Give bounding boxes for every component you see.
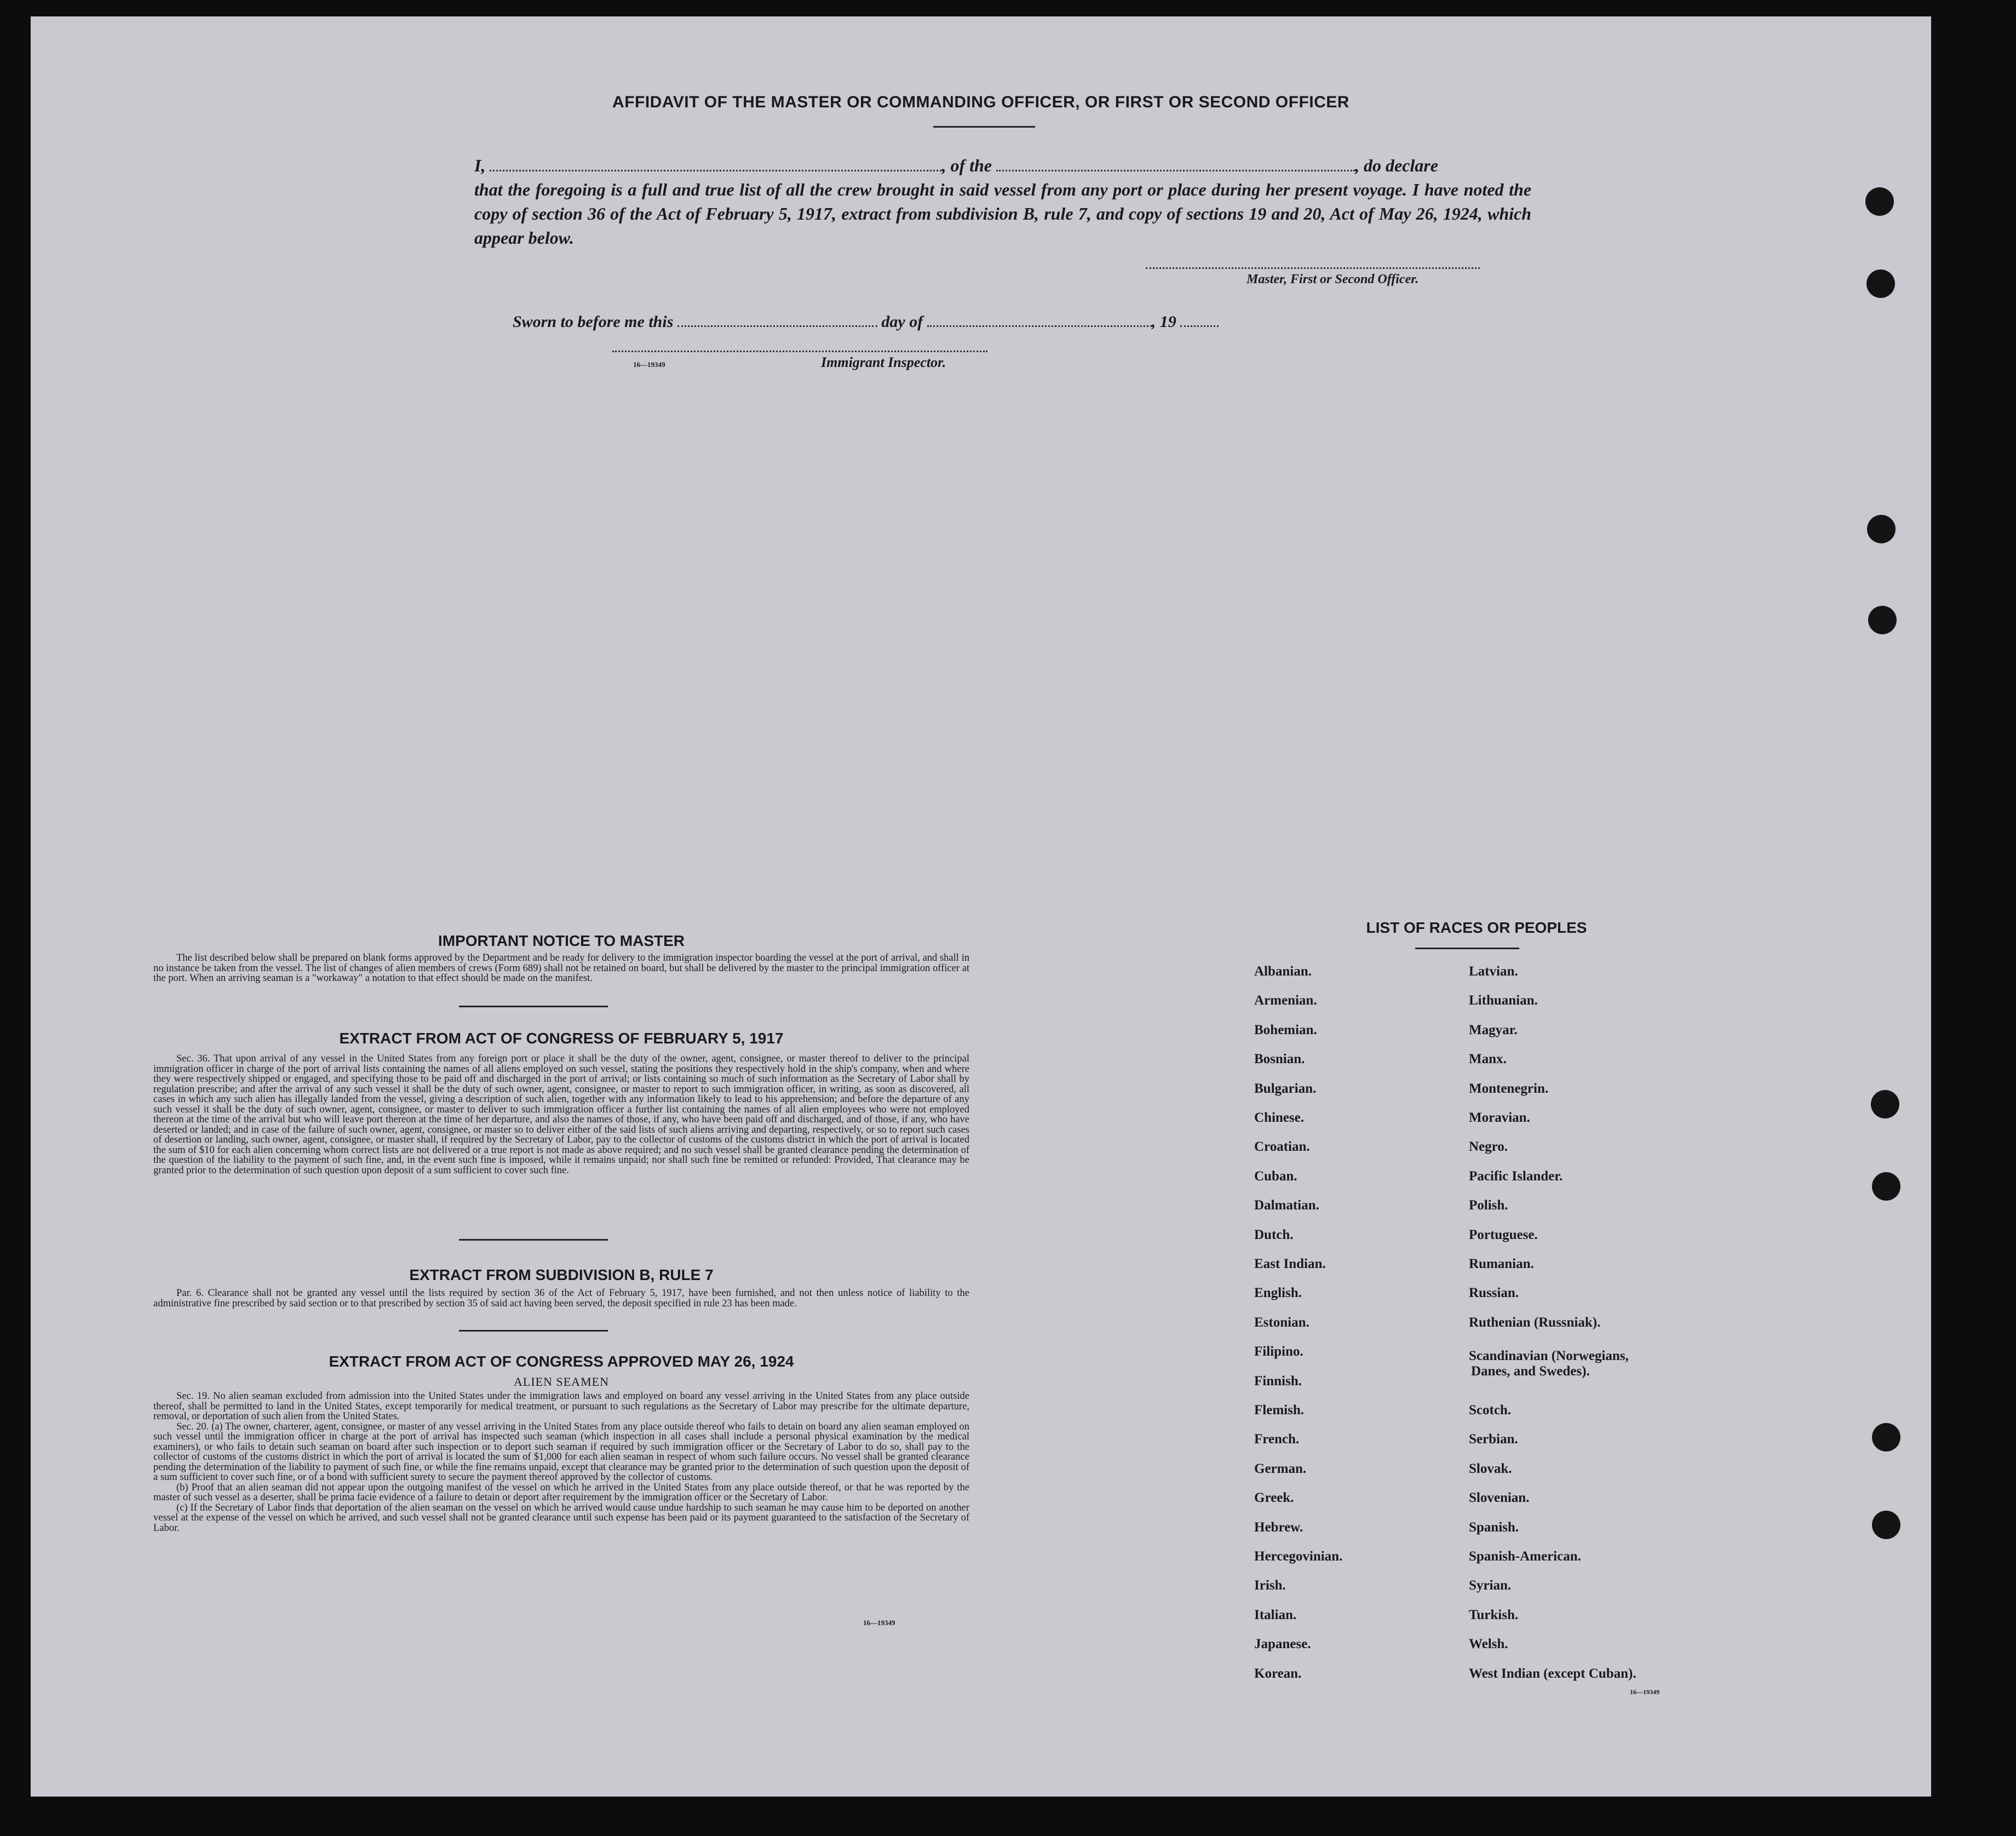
race-item: Finnish.: [1254, 1373, 1302, 1389]
punch-hole: [1872, 1172, 1900, 1201]
punch-hole: [1872, 1511, 1900, 1539]
race-item: Spanish.: [1469, 1519, 1519, 1535]
extract-1917-text: [153, 1054, 969, 1175]
race-item: Chinese.: [1254, 1110, 1304, 1125]
punch-hole: [1868, 606, 1897, 634]
race-item: Rumanian.: [1469, 1256, 1534, 1271]
race-item: Bulgarian.: [1254, 1081, 1317, 1096]
race-item: Italian.: [1254, 1607, 1297, 1622]
race-item: Ruthenian (Russniak).: [1469, 1315, 1601, 1330]
rule7-text: [153, 1288, 969, 1309]
sec20c-paragraph: (c) If the Secretary of Labor finds that deportation of the alien seaman on the vessel on which he arrived would cause undue hardship to such seaman he may cause him to be deported on another vessel at the expense of the vessel on which he arrived, and such vessel shall not be granted clearance until such expense has been paid or its payment guaranteed to the satisfaction of the Secretary of Labor.: [153, 1502, 969, 1534]
sworn-month-field[interactable]: [927, 311, 1152, 327]
title-rule: [1415, 948, 1519, 949]
race-item: West Indian (except Cuban).: [1469, 1666, 1636, 1681]
race-item: English.: [1254, 1286, 1302, 1301]
master-signature-line[interactable]: [1146, 267, 1480, 269]
extract-1917-title: EXTRACT FROM ACT OF CONGRESS OF FEBRUARY 5, 1917: [339, 1030, 784, 1047]
sec20b-paragraph: (b) Proof that an alien seaman did not appear upon the outgoing manifest of the vessel on which he arrived in the United States from any place outside thereof, or that he was reported by the master of such vessel as a deserter, shall be prima facie evidence of a failure to detain or deport after requirement by the immigration officer or the Secretary of Labor.: [153, 1482, 969, 1503]
inspector-signature-line[interactable]: [612, 351, 987, 352]
race-item: Croatian.: [1254, 1139, 1310, 1155]
notice-paragraph: The list described below shall be prepared on blank forms approved by the Department and be ready for delivery to the immigration inspector boarding the vessel at the port of arrival, and shall in no instance be taken from the vessel. The list of changes of alien members of crews (Form 689) shall not be retained on board, but shall be delivered by the master to the principal immigration officer at the port. When an arriving seaman is a "workaway" a notation to that effect should be made on the manifest.: [153, 953, 969, 984]
extract-1924-text: [153, 1391, 969, 1533]
race-item: Hebrew.: [1254, 1519, 1303, 1535]
race-item: Dutch.: [1254, 1227, 1294, 1242]
race-item: Irish.: [1254, 1578, 1286, 1593]
notice-title: IMPORTANT NOTICE TO MASTER: [438, 932, 685, 949]
par6-paragraph: Par. 6. Clearance shall not be granted any vessel until the lists required by section 36 of the Act of February 5, 1917, have been furnished, and not then unless notice of liability to the administrative fine prescribed by said section or to that prescribed by section 35 of said act having been served, the deposit specified in rule 23 has been made.: [153, 1288, 969, 1309]
section-rule: [459, 1239, 608, 1241]
race-item: East Indian.: [1254, 1256, 1326, 1271]
notice-text: [153, 953, 969, 984]
race-item: Portuguese.: [1469, 1227, 1538, 1242]
race-item: Latvian.: [1469, 964, 1518, 979]
sworn-label: Sworn to before me this: [513, 313, 674, 331]
race-item: Scotch.: [1469, 1403, 1512, 1418]
race-item-continuation: Danes, and Swedes).: [1471, 1364, 1590, 1379]
section-rule: [459, 1006, 608, 1007]
race-item: Korean.: [1254, 1666, 1302, 1681]
sec36-paragraph: Sec. 36. That upon arrival of any vessel in the United States from any foreign port or place it shall be the duty of the owner, agent, consignee, or master thereof to deliver to the principal immigration officer in charge of the port of arrival lists containing the names of all aliens employed on such vessel, stating the positions they respectively hold in the ship's company, when and where they were respectively shipped or engaged, and specifying those to be paid off and discharged in the port of arrival; or lists containing so much of such information as the Secretary of Labor shall by regulation prescribe; and after the arrival of any such vessel it shall be the duty of such owner, agent, consignee, or master to report to such immigration officer, in writing, as soon as discovered, all cases in which any such alien has illegally landed from the vessel, giving a description of such alien, together with any information likely to lead to his apprehension; and before the departure of any such vessel it shall be the duty of such owner, agent, consignee, or master to deliver to such immigration officer a further list containing the names of all alien employees who were not employed thereon at the time of the arrival but who will leave port thereon at the time of her departure, and also the names of those, if any, who have been paid off and discharged, and of those, if any, who have deserted or landed; and in case of the failure of such owner, agent, consignee, or master so to deliver either of the said lists of such aliens arriving and departing, respectively, or so to report such cases of desertion or landing, such owner, agent, consignee, or master shall, if required by the Secretary of Labor, pay to the collector of customs of the customs district in which the port of arrival is located the sum of $10 for each alien concerning whom correct lists are not delivered or a true report is not made as above required; and no such vessel shall be granted clearance pending the determination of the question of the liability to the payment of such fine, and, in the event such fine is imposed, while it remains unpaid; nor shall such fine be remitted or refunded: Provided, That clearance may be granted prior to the determination of such question upon deposit of a sum sufficient to cover such fine.: [153, 1053, 969, 1176]
race-item: French.: [1254, 1432, 1300, 1447]
race-item: Albanian.: [1254, 964, 1312, 979]
race-item: German.: [1254, 1461, 1307, 1476]
race-item: Moravian.: [1469, 1110, 1530, 1125]
punch-hole: [1867, 515, 1896, 543]
race-item: Welsh.: [1469, 1637, 1508, 1652]
master-signature-label: Master, First or Second Officer.: [1247, 272, 1419, 286]
race-item: Flemish.: [1254, 1403, 1304, 1418]
year-prefix: , 19: [1151, 313, 1176, 331]
race-item: Montenegrin.: [1469, 1081, 1549, 1096]
inspector-label: Immigrant Inspector.: [821, 354, 946, 370]
label-i: I,: [474, 156, 486, 175]
punch-hole: [1866, 269, 1895, 298]
race-item: Greek.: [1254, 1490, 1294, 1506]
section-rule: [459, 1330, 608, 1332]
day-of-label: day of: [881, 313, 923, 331]
race-item: Magyar.: [1469, 1022, 1518, 1037]
race-item: Armenian.: [1254, 993, 1317, 1008]
affidavit-title: AFFIDAVIT OF THE MASTER OR COMMANDING OFFICER, OR FIRST OR SECOND OFFICER: [612, 93, 1349, 111]
form-number: 16—19349: [1630, 1688, 1659, 1696]
race-item: Japanese.: [1254, 1637, 1311, 1652]
sworn-day-field[interactable]: [677, 311, 877, 327]
vessel-field[interactable]: [996, 156, 1355, 171]
punch-hole: [1871, 1090, 1899, 1118]
sworn-line: [513, 311, 1219, 331]
title-rule: [933, 126, 1035, 128]
extract-1924-title: EXTRACT FROM ACT OF CONGRESS APPROVED MAY 26, 1924: [329, 1353, 794, 1370]
affidavit-body: [474, 153, 1531, 250]
race-item: Russian.: [1469, 1286, 1519, 1301]
form-number: 16—19349: [633, 360, 665, 369]
race-item: Slovak.: [1469, 1461, 1512, 1476]
race-item: Negro.: [1469, 1139, 1508, 1155]
race-item: Bosnian.: [1254, 1052, 1305, 1067]
race-item: Spanish-American.: [1469, 1549, 1581, 1564]
punch-hole: [1865, 187, 1894, 216]
affidavit-text: that the foregoing is a full and true list of all the crew brought in said vessel from any port or place during her present voyage. I have noted the copy of section 36 of the Act of February 5, 1917, extract from subdivision B, rule 7, and copy of sections 19 and 20, Act of May 26, 1924, which appear below.: [474, 180, 1531, 248]
name-field[interactable]: [490, 156, 941, 171]
document-sheet: [31, 16, 1931, 1797]
races-title: LIST OF RACES OR PEOPLES: [1366, 919, 1587, 936]
race-item: Hercegovinian.: [1254, 1549, 1343, 1564]
race-item: Estonian.: [1254, 1315, 1309, 1330]
race-item: Filipino.: [1254, 1344, 1303, 1359]
punch-hole: [1872, 1423, 1900, 1451]
race-item: Bohemian.: [1254, 1022, 1317, 1037]
sec20a-paragraph: Sec. 20. (a) The owner, charterer, agent, consignee, or master of any vessel arriving in the United States from any place outside thereof who fails to detain on board any alien seaman employed on such vessel until the immigration officer in charge at the port of arrival has inspected such seaman (which inspection in all cases shall include a personal physical examination by the medical examiners), or who fails to detain such seaman on board after such inspection or to deport such seaman if required by such immigration officer or the Secretary of Labor to do so, shall pay to the collector of customs of the customs district in which the port of arrival is located the sum of $1,000 for each alien seaman in respect of whom such failure occurs. No vessel shall be granted clearance pending the determination of the liability to payment of such fine, or while the fine remains unpaid, except that clearance may be granted prior to the determination of such question upon the deposit of a sum sufficient to cover such fine, or of a bond with sufficient surety to secure the payment thereof approved by the collector of customs.: [153, 1421, 969, 1483]
race-item: Serbian.: [1469, 1432, 1518, 1447]
race-item: Manx.: [1469, 1052, 1507, 1067]
sworn-year-field[interactable]: [1180, 311, 1219, 327]
race-item: Turkish.: [1469, 1607, 1519, 1622]
race-item: Cuban.: [1254, 1168, 1297, 1184]
race-item: Pacific Islander.: [1469, 1168, 1563, 1184]
race-item: Dalmatian.: [1254, 1198, 1319, 1213]
race-item: Polish.: [1469, 1198, 1508, 1213]
form-number: 16—19349: [863, 1619, 895, 1627]
sec19-paragraph: Sec. 19. No alien seaman excluded from admission into the United States under the immigration laws and employed on board any vessel arriving in the United States from any place outside thereof, shall be permitted to land in the United States, except temporarily for medical treatment, or pursuant to such regulations as the Secretary of Labor may prescribe for the ultimate departure, removal, or deportation of such alien from the United States.: [153, 1391, 969, 1422]
race-item: Syrian.: [1469, 1578, 1512, 1593]
alien-seamen-subtitle: ALIEN SEAMEN: [514, 1375, 609, 1389]
label-do-declare: , do declare: [1355, 156, 1438, 175]
affidavit-line1: [474, 153, 1531, 177]
race-item: Slovenian.: [1469, 1490, 1530, 1506]
label-of-the: , of the: [941, 156, 992, 175]
rule7-title: EXTRACT FROM SUBDIVISION B, RULE 7: [409, 1266, 714, 1283]
race-item: Lithuanian.: [1469, 993, 1538, 1008]
race-item: Scandinavian (Norwegians,: [1469, 1349, 1629, 1364]
